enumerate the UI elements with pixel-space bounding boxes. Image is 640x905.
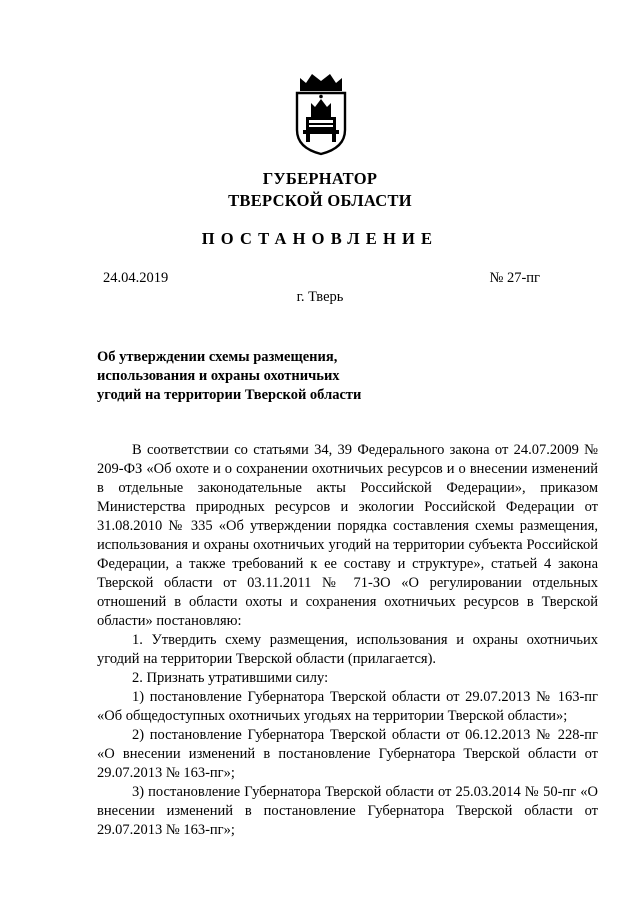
document-city: г. Тверь xyxy=(296,289,344,305)
document-number: № 27-пг xyxy=(489,270,540,286)
body-paragraph-item-1: 1. Утвердить схему размещения, использования и охраны охотничьих угодий на территории Тверской области (прилагается). xyxy=(97,632,598,667)
region-title: ТВЕРСКОЙ ОБЛАСТИ xyxy=(228,191,412,210)
document-header xyxy=(0,168,640,212)
document-body xyxy=(97,441,598,840)
document-subject xyxy=(97,348,387,405)
body-paragraph-subitem-1: 1) постановление Губернатора Тверской области от 29.07.2013 № 163-пг «Об общедоступных охотничьих угодьях на территории Тверской области»; xyxy=(97,689,598,724)
subject-line: угодий на территории Тверской области xyxy=(97,387,362,403)
subject-line: Об утверждении схемы размещения, xyxy=(97,349,338,365)
body-paragraph-subitem-3: 3) постановление Губернатора Тверской области от 25.03.2014 № 50-пг «О внесении изменений в постановление Губернатора Тверской области от 29.07.2013 № 163-пг»; xyxy=(97,784,598,838)
body-paragraph-item-2: 2. Признать утратившими силу: xyxy=(132,670,329,686)
body-paragraph-preamble: В соответствии со статьями 34, 39 Федерального закона от 24.07.2009 № 209-ФЗ «Об охоте и о сохранении охотничьих ресурсов и о внесении изменений в отдельные законодательные акты Российской Федерации», приказом Министерства природных ресурсов и экологии Российской Федерации от 31.08.2010 № 335 «Об утверждении порядка составления схемы размещения, использования и охраны охотничьих угодий на территории субъекта Российской Федерации, а также требований к ее составу и структуре», статьей 4 закона Тверской области от 03.11.2011 № 71-ЗО «О регулировании отдельных отношений в области охоты и сохранения охотничьих ресурсов в Тверской области» постановляю: xyxy=(97,442,598,629)
subject-line: использования и охраны охотничьих xyxy=(97,368,340,384)
document-type: ПОСТАНОВЛЕНИЕ xyxy=(201,229,439,248)
office-title: ГУБЕРНАТОР xyxy=(262,169,378,188)
document-date: 24.04.2019 xyxy=(103,270,169,286)
body-paragraph-subitem-2: 2) постановление Губернатора Тверской области от 06.12.2013 № 228-пг «О внесении изменений в постановление Губернатора Тверской области от 29.07.2013 № 163-пг»; xyxy=(97,727,598,781)
tver-coat-of-arms-icon xyxy=(292,72,350,156)
